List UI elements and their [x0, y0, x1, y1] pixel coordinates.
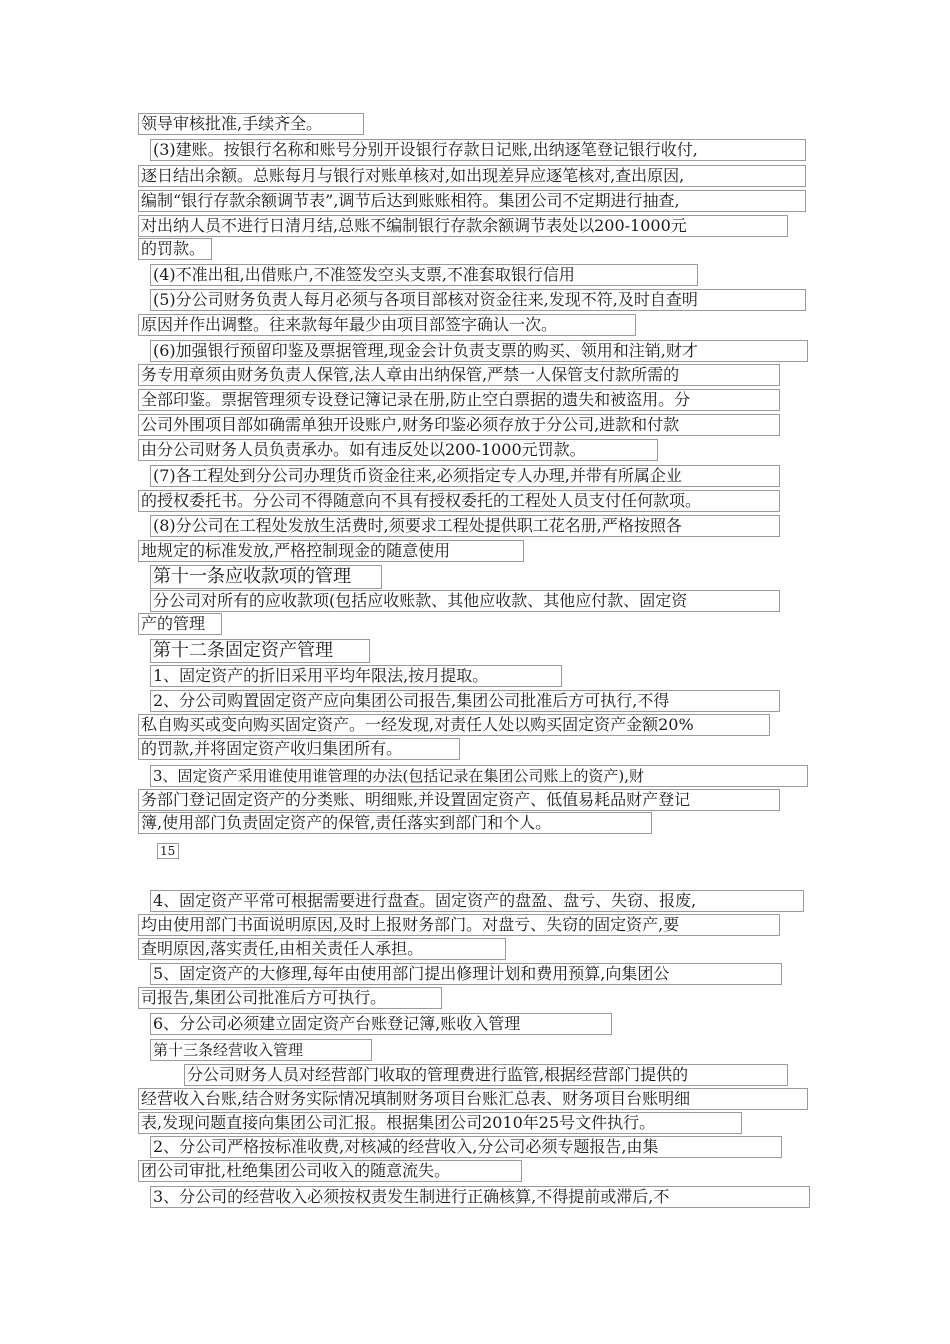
text-line: 3、固定资产采用谁使用谁管理的办法(包括记录在集团公司账上的资产),财 [150, 765, 808, 787]
text-line: 逐日结出余额。总账每月与银行对账单核对,如出现差异应逐笔核对,查出原因, [138, 165, 806, 187]
text-line: (6)加强银行预留印鉴及票据管理,现金会计负责支票的购买、领用和注销,财才 [150, 340, 808, 362]
text-line: 原因并作出调整。往来款每年最少由项目部签字确认一次。 [138, 314, 636, 336]
text-line: 全部印鉴。票据管理须专设登记簿记录在册,防止空白票据的遗失和被盗用。分 [138, 389, 780, 411]
page-number: 15 [157, 843, 179, 859]
text-line: 均由使用部门书面说明原因,及时上报财务部门。对盘亏、失窃的固定资产,要 [138, 914, 780, 936]
text-line: 司报告,集团公司批准后方可执行。 [138, 987, 442, 1009]
text-line: (7)各工程处到分公司办理货币资金往来,必须指定专人办理,并带有所属企业 [150, 465, 780, 487]
text-line: (5)分公司财务负责人每月必须与各项目部核对资金往来,发现不符,及时自查明 [150, 289, 806, 311]
text-line: 1、固定资产的折旧采用平均年限法,按月提取。 [150, 665, 562, 687]
text-line: 分公司对所有的应收款项(包括应收账款、其他应收款、其他应付款、固定资 [150, 590, 780, 612]
text-line: 表,发现问题直接向集团公司汇报。根据集团公司2010年25号文件执行。 [138, 1112, 742, 1134]
text-line: 5、固定资产的大修理,每年由使用部门提出修理计划和费用预算,向集团公 [150, 963, 782, 985]
text-line: 6、分公司必须建立固定资产台账登记簿,账收入管理 [150, 1013, 612, 1035]
text-line: 3、分公司的经营收入必须按权责发生制进行正确核算,不得提前或滞后,不 [150, 1186, 810, 1208]
text-line: (3)建账。按银行名称和账号分别开设银行存款日记账,出纳逐笔登记银行收付, [150, 139, 806, 161]
text-line: 领导审核批准,手续齐全。 [138, 113, 364, 135]
text-line: 的罚款。 [138, 238, 212, 260]
text-line: 由分公司财务人员负责承办。如有违反处以200-1000元罚款。 [138, 439, 658, 461]
text-line: 务部门登记固定资产的分类账、明细账,并设置固定资产、低值易耗品财产登记 [138, 789, 780, 811]
text-line: 的罚款,并将固定资产收归集团所有。 [138, 738, 460, 760]
text-line: 团公司审批,杜绝集团公司收入的随意流失。 [138, 1160, 522, 1182]
text-line: 对出纳人员不进行日清月结,总账不编制银行存款余额调节表处以200-1000元 [138, 215, 788, 237]
text-line: (8)分公司在工程处发放生活费时,须要求工程处提供职工花名册,严格按照各 [150, 515, 780, 537]
text-line: 私自购买或变向购买固定资产。一经发现,对责任人处以购买固定资产金额20% [138, 714, 770, 736]
text-line: 地规定的标准发放,严格控制现金的随意使用 [138, 540, 524, 562]
text-line: 2、分公司严格按标准收费,对核减的经营收入,分公司必须专题报告,由集 [150, 1136, 782, 1158]
section-heading: 第十一条应收款项的管理 [150, 565, 382, 589]
text-line: 产的管理 [138, 613, 222, 635]
text-line: 簿,使用部门负责固定资产的保管,责任落实到部门和个人。 [138, 812, 652, 834]
text-line: 编制“银行存款余额调节表”,调节后达到账账相符。集团公司不定期进行抽查, [138, 190, 806, 212]
section-heading: 第十二条固定资产管理 [150, 639, 370, 663]
section-heading: 第十三条经营收入管理 [150, 1039, 372, 1061]
text-line: 经营收入台账,结合财务实际情况填制财务项目台账汇总表、财务项目台账明细 [138, 1088, 808, 1110]
text-line: 查明原因,落实责任,由相关责任人承担。 [138, 938, 506, 960]
text-line: 分公司财务人员对经营部门收取的管理费进行监管,根据经营部门提供的 [184, 1064, 788, 1086]
text-line: 公司外围项目部如确需单独开设账户,财务印鉴必须存放于分公司,进款和付款 [138, 414, 780, 436]
text-line: 务专用章须由财务负责人保管,法人章由出纳保管,严禁一人保管支付款所需的 [138, 364, 780, 386]
text-line: 的授权委托书。分公司不得随意向不具有授权委托的工程处人员支付任何款项。 [138, 490, 780, 512]
text-line: 2、分公司购置固定资产应向集团公司报告,集团公司批准后方可执行,不得 [150, 690, 780, 712]
text-line: (4)不准出租,出借账户,不准签发空头支票,不准套取银行信用 [150, 264, 698, 286]
text-line: 4、固定资产平常可根据需要进行盘查。固定资产的盘盈、盘亏、失窃、报废, [150, 890, 804, 912]
